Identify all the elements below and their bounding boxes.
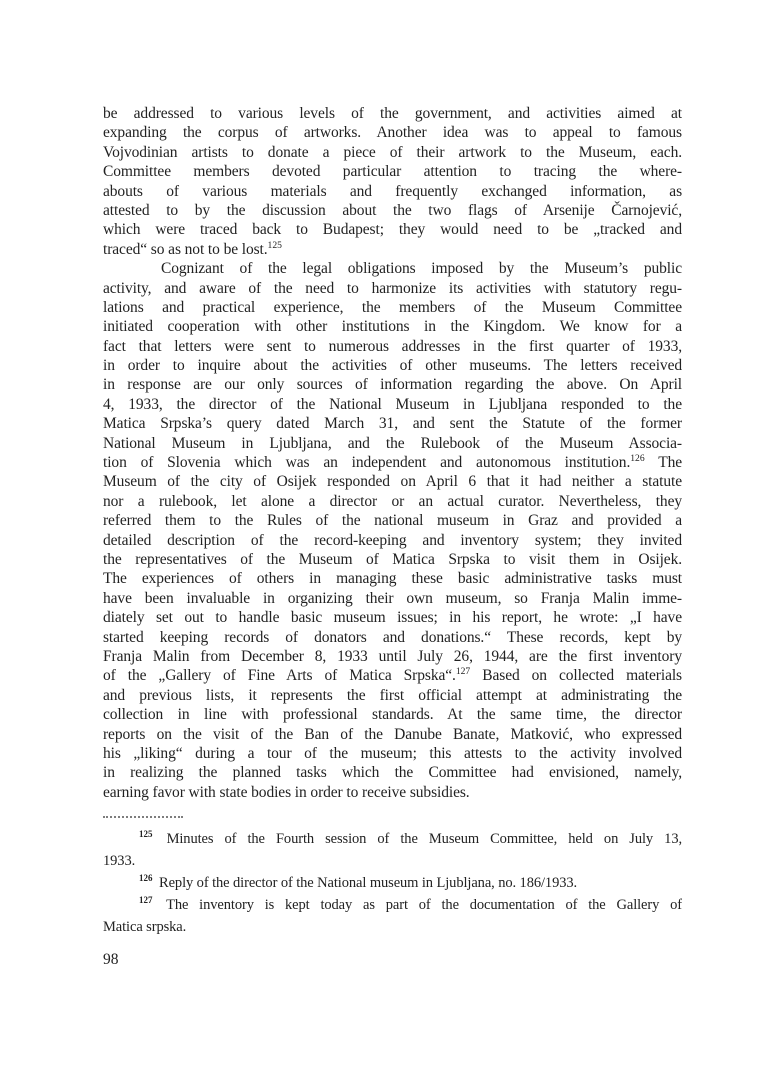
text-line: in order to inquire about the activities of other museums. The letters received — [103, 357, 682, 375]
text-line: Vojvodinian artists to donate a piece of their artwork to the Museum, each. — [103, 143, 682, 161]
footnotes — [103, 828, 682, 938]
text-line: earning favor with state bodies in order to receive subsidies. — [103, 783, 470, 801]
document-page — [103, 104, 682, 969]
text-line: and previous lists, it represents the first official attempt at administrating the — [103, 686, 682, 704]
text-line: Franja Malin from December 8, 1933 until July 26, 1944, are the first inventory — [103, 647, 682, 665]
text-line: nor a rulebook, let alone a director or an actual curator. Nevertheless, they — [103, 492, 682, 510]
text-line: the representatives of the Museum of Matica Srpska to visit them in Osijek. — [103, 550, 682, 568]
text-line: Cognizant of the legal obligations imposed by the Museum’s public — [161, 260, 682, 278]
text-line: started keeping records of donators and donations.“ These records, kept by — [103, 628, 682, 646]
text-line: his „liking“ during a tour of the museum; this attests to the activity involved — [103, 744, 682, 762]
text-line: lations and practical experience, the members of the Museum Committee — [103, 298, 682, 316]
text-line: in realizing the planned tasks which the Committee had envisioned, namely, — [103, 764, 682, 782]
page-number: 98 — [103, 951, 119, 969]
text-line: 1933. — [103, 853, 136, 870]
text-line: The experiences of others in managing these basic administrative tasks must — [103, 570, 682, 588]
footnote-separator — [103, 816, 183, 818]
text-line: National Museum in Ljubljana, and the Rulebook of the Museum Associa- — [103, 434, 682, 452]
paragraph — [103, 104, 682, 259]
text-line: which were traced back to Budapest; they would need to be „tracked and — [103, 221, 682, 239]
paragraph — [103, 828, 682, 872]
text-line: tion of Slovenia which was an independent and autonomous institution.$^{126}$ The — [103, 453, 682, 472]
text-line: have been invaluable in organizing their own museum, so Franja Malin imme- — [103, 589, 682, 607]
text-line: reports on the visit of the Ban of the Danube Banate, Matković, who expressed — [103, 725, 682, 743]
text-line: detailed description of the record-keeping and inventory system; they invited — [103, 531, 682, 549]
text-line: Committee members devoted particular attention to tracing the where- — [103, 163, 682, 181]
text-line: fact that letters were sent to numerous addresses in the first quarter of 1933, — [103, 337, 682, 355]
text-line: diately set out to handle basic museum issues; in his report, he wrote: „I have — [103, 609, 682, 627]
text-line: of the „Gallery of Fine Arts of Matica Srpska“.$^{127}$ Based on collected materials — [103, 666, 682, 685]
text-line: $^{125}$ Minutes of the Fourth session of the Museum Committee, held on July 13, — [139, 829, 682, 848]
paragraph — [103, 894, 682, 938]
text-line: $^{126}$ Reply of the director of the National museum in Ljubljana, no. 186/1933. — [139, 873, 578, 892]
text-line: activity, and aware of the need to harmonize its activities with statutory regu- — [103, 279, 682, 297]
text-line: referred them to the Rules of the national museum in Graz and provided a — [103, 512, 682, 530]
body-text — [103, 104, 682, 802]
text-line: 4, 1933, the director of the National Museum in Ljubljana responded to the — [103, 395, 682, 413]
text-line: traced“ so as not to be lost.$^{125}$ — [103, 239, 282, 258]
text-line: in response are our only sources of information regarding the above. On April — [103, 376, 682, 394]
text-line: $^{127}$ The inventory is kept today as part of the documentation of the Gallery of — [139, 895, 682, 914]
text-line: Matica Srpska’s query dated March 31, and sent the Statute of the former — [103, 415, 682, 433]
text-line: initiated cooperation with other institutions in the Kingdom. We know for a — [103, 318, 682, 336]
text-line: be addressed to various levels of the government, and activities aimed at — [103, 105, 682, 122]
text-line: Museum of the city of Osijek responded on April 6 that it had neither a statute — [103, 473, 682, 491]
text-line: Matica srpska. — [103, 919, 187, 936]
text-line: attested to by the discussion about the two flags of Arsenije Čarnojević, — [103, 201, 682, 219]
text-line: expanding the corpus of artworks. Another idea was to appeal to famous — [103, 124, 682, 142]
text-line: abouts of various materials and frequently exchanged information, as — [103, 182, 682, 200]
paragraph — [103, 259, 682, 802]
text-line: collection in line with professional standards. At the same time, the director — [103, 706, 682, 724]
paragraph — [103, 872, 682, 894]
